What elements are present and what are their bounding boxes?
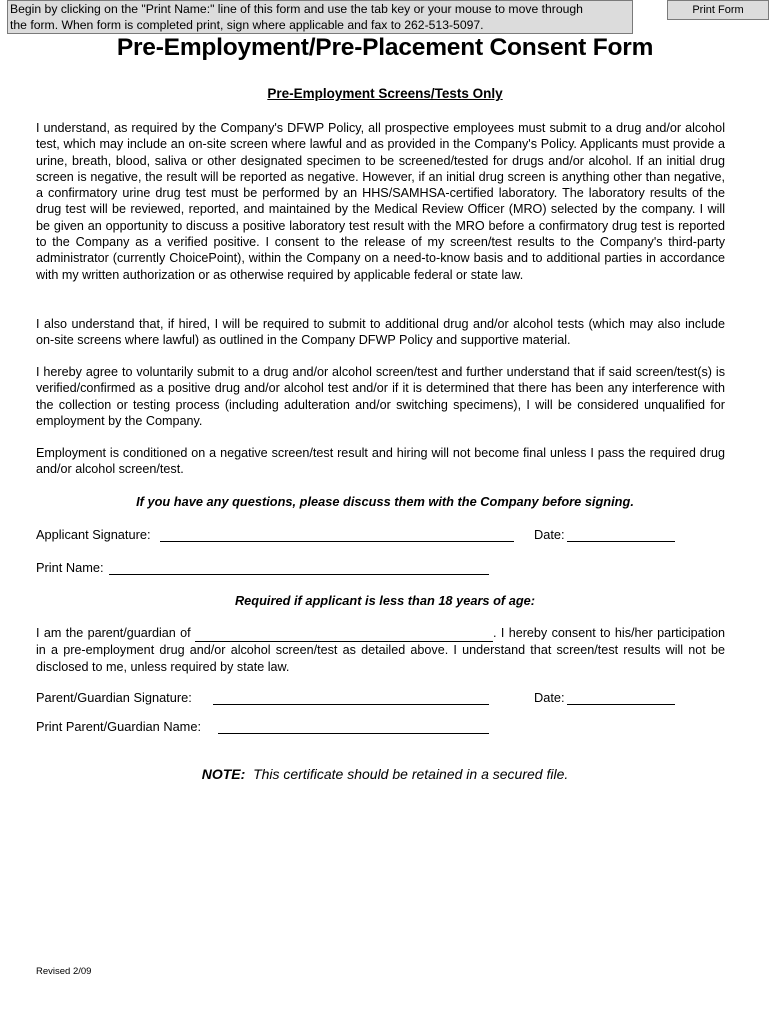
parent-date-label: Date:	[534, 690, 565, 705]
instructions-line-2: the form. When form is completed print, sign where applicable and fax to 262-513-5097.	[10, 18, 484, 32]
print-name-label: Print Name:	[36, 560, 104, 575]
parent-date-field[interactable]	[567, 704, 675, 705]
note-label: NOTE:	[201, 766, 246, 782]
print-name-field[interactable]	[109, 574, 489, 575]
guardian-consent-paragraph	[36, 625, 725, 675]
applicant-signature-field[interactable]	[160, 541, 514, 542]
applicant-signature-label: Applicant Signature:	[36, 527, 151, 542]
instructions-line-1: Begin by clicking on the "Print Name:" line of this form and use the tab key or your mouse to move through	[10, 2, 583, 16]
retention-note	[0, 766, 770, 782]
guardian-paragraph-lead: I am the parent/guardian of	[36, 626, 191, 640]
print-form-button[interactable]: Print Form	[667, 0, 769, 20]
page-title: Pre-Employment/Pre-Placement Consent Form	[116, 34, 654, 61]
questions-note: If you have any questions, please discuss them with the Company before signing.	[136, 494, 634, 509]
consent-paragraph-3: I hereby agree to voluntarily submit to a drug and/or alcohol screen/test and further understand that if said screen/test(s) is verified/confirmed as a positive drug and/or alcohol test and/or if it is determined that there has been any interference with the collection or testing process (including adulteration and/or switching specimens), I will be considered unqualified for employment by the Company.	[36, 365, 725, 428]
print-parent-name-label: Print Parent/Guardian Name:	[36, 719, 202, 734]
consent-paragraph-4: Employment is conditioned on a negative screen/test result and hiring will not become final unless I pass the required drug and/or alcohol screen/test.	[36, 446, 725, 477]
minor-name-field[interactable]	[195, 625, 493, 642]
note-text: This certificate should be retained in a secured file.	[253, 766, 569, 782]
print-parent-name-field[interactable]	[218, 733, 489, 734]
date-label: Date:	[534, 527, 565, 542]
guardian-paragraph-rest: . I hereby consent to his/her participation in a pre-employment drug and/or alcohol screen/test as detailed above. I understand that screen/test results will not be disclosed to me, unless required by state law.	[36, 626, 725, 674]
applicant-date-field[interactable]	[567, 541, 675, 542]
section-subtitle: Pre-Employment Screens/Tests Only	[267, 86, 503, 101]
consent-paragraph-2: I also understand that, if hired, I will be required to submit to additional drug and/or alcohol tests (which may also include on-site screens where lawful) as outlined in the Company DFWP Policy and supportive material.	[36, 317, 725, 348]
minor-requirement-heading: Required if applicant is less than 18 years of age:	[234, 593, 536, 608]
consent-paragraph-1: I understand, as required by the Company's DFWP Policy, all prospective employees must submit to a drug and/or alcohol test, which may include an on-site screen where lawful and as provided in the Company's Policy. Applicants must provide a urine, breath, blood, saliva or other designated specimen to be screened/tested for drugs and/or alcohol. If an initial drug screen is negative, the result will be reported as negative. However, if an initial drug screen is anything other than negative, a confirmatory urine drug test must be performed by an HHS/SAMHSA-certified laboratory. The laboratory results of the drug test will be reviewed, reported, and maintained by the Medical Review Officer (MRO) selected by the company. I will be given an opportunity to discuss a positive laboratory test result with the MRO before a confirmatory drug test is reported to the Company as a verified positive. I consent to the release of my screen/test results to the Company's third-party administrator (currently ChoicePoint), within the Company on a need-to-know basis and to additional parties in accordance with my written authorization or as otherwise required by applicable federal or state law.	[36, 121, 725, 282]
parent-signature-label: Parent/Guardian Signature:	[36, 690, 192, 705]
revision-date: Revised 2/09	[36, 966, 92, 977]
instructions-banner	[7, 0, 633, 34]
parent-signature-field[interactable]	[213, 704, 489, 705]
